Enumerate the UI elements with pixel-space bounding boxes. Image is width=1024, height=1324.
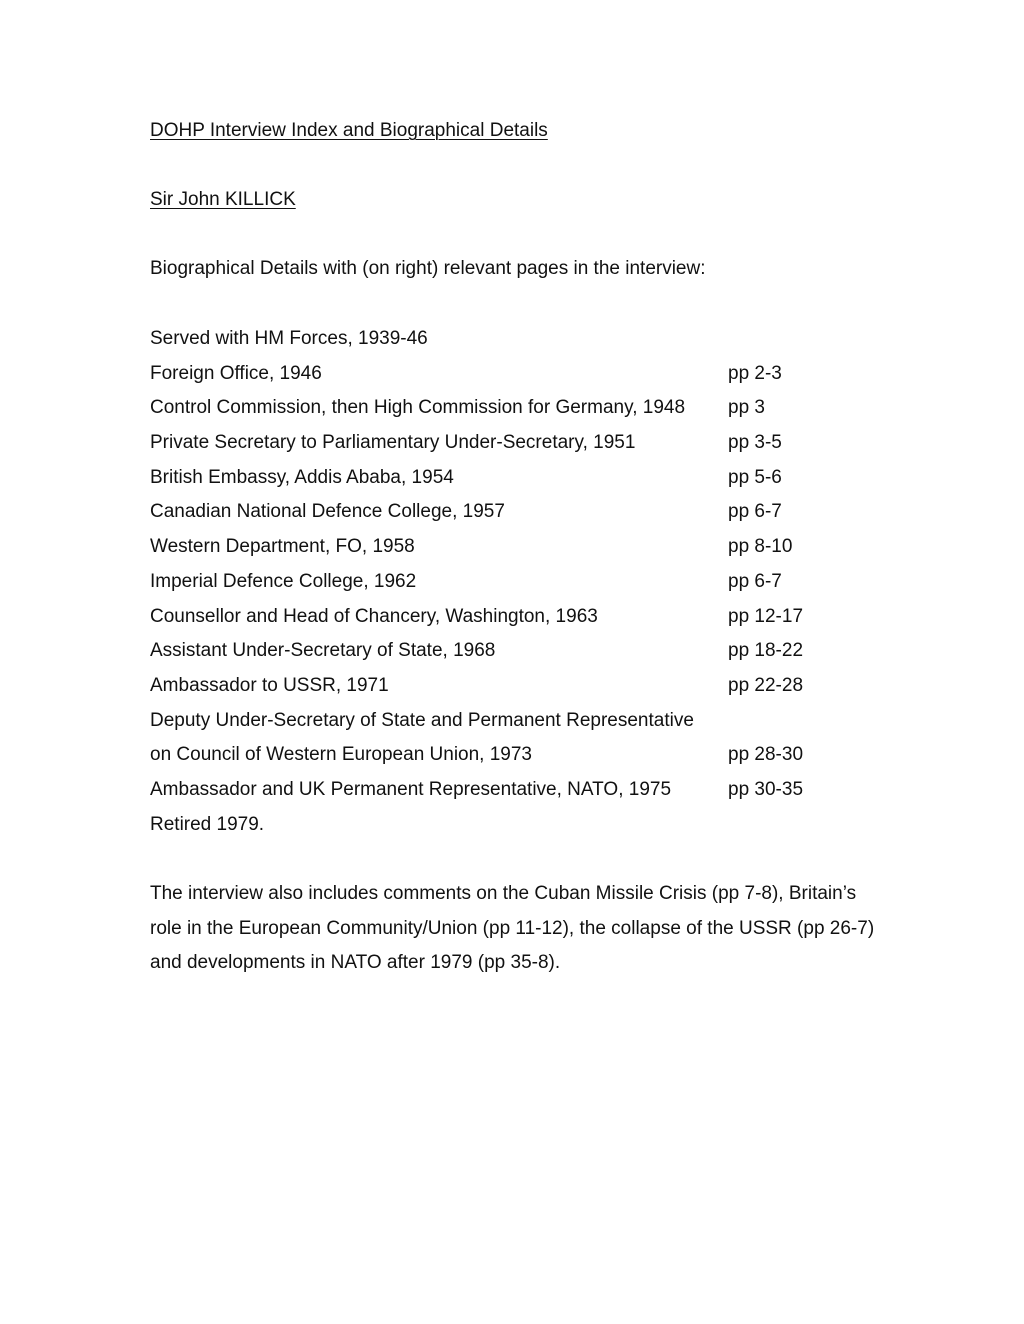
career-list bbox=[150, 327, 910, 847]
career-row bbox=[150, 570, 910, 605]
career-pages: pp 5-6 bbox=[728, 466, 782, 488]
career-pages: pp 8-10 bbox=[728, 536, 793, 558]
notes-line: The interview also includes comments on the Cuban Missile Crisis (pp 7-8), Britain’s bbox=[150, 883, 857, 904]
career-pages: pp 30-35 bbox=[728, 778, 804, 800]
career-pages: pp 3-5 bbox=[728, 432, 782, 454]
notes-line: and developments in NATO after 1979 (pp 35-8). bbox=[150, 952, 561, 974]
career-pages: pp 3 bbox=[728, 397, 765, 419]
career-pages: pp 28-30 bbox=[728, 744, 804, 766]
career-row bbox=[150, 743, 910, 778]
career-row bbox=[150, 778, 910, 813]
interviewee-name: Sir John KILLICK bbox=[150, 189, 296, 210]
career-role: Assistant Under-Secretary of State, 1968 bbox=[150, 640, 496, 662]
career-row bbox=[150, 605, 910, 640]
career-pages: pp 6-7 bbox=[728, 501, 782, 523]
career-role: Ambassador to USSR, 1971 bbox=[150, 674, 389, 696]
career-row bbox=[150, 431, 910, 466]
career-pages: pp 6-7 bbox=[728, 570, 782, 592]
career-role: Counsellor and Head of Chancery, Washington, 1963 bbox=[150, 605, 598, 627]
career-role: Control Commission, then High Commission for Germany, 1948 bbox=[150, 397, 686, 419]
career-row bbox=[150, 500, 910, 535]
career-row bbox=[150, 396, 910, 431]
career-role: Private Secretary to Parliamentary Under-Secretary, 1951 bbox=[150, 432, 636, 454]
career-pages: pp 2-3 bbox=[728, 362, 782, 384]
career-role: Served with HM Forces, 1939-46 bbox=[150, 328, 428, 349]
career-pages: pp 22-28 bbox=[728, 674, 804, 696]
career-role: British Embassy, Addis Ababa, 1954 bbox=[150, 466, 454, 488]
career-pages: pp 12-17 bbox=[728, 605, 804, 627]
intro-text: Biographical Details with (on right) relevant pages in the interview: bbox=[150, 258, 706, 279]
career-row bbox=[150, 813, 910, 848]
career-role: Western Department, FO, 1958 bbox=[150, 536, 415, 558]
career-role: on Council of Western European Union, 1973 bbox=[150, 744, 533, 766]
career-row bbox=[150, 639, 910, 674]
career-role: Deputy Under-Secretary of State and Permanent Representative bbox=[150, 709, 694, 731]
career-row bbox=[150, 709, 910, 744]
career-role: Retired 1979. bbox=[150, 813, 265, 835]
document-title: DOHP Interview Index and Biographical Details bbox=[150, 120, 548, 141]
career-row bbox=[150, 466, 910, 501]
career-row bbox=[150, 327, 910, 362]
career-row bbox=[150, 535, 910, 570]
career-role: Ambassador and UK Permanent Representative, NATO, 1975 bbox=[150, 778, 672, 800]
career-pages: pp 18-22 bbox=[728, 640, 804, 662]
notes-paragraph bbox=[150, 882, 890, 986]
career-role: Foreign Office, 1946 bbox=[150, 362, 322, 384]
career-role: Imperial Defence College, 1962 bbox=[150, 570, 417, 592]
career-row bbox=[150, 362, 910, 397]
notes-line: role in the European Community/Union (pp 11-12), the collapse of the USSR (pp 26-7) bbox=[150, 917, 875, 939]
career-row bbox=[150, 674, 910, 709]
career-role: Canadian National Defence College, 1957 bbox=[150, 501, 505, 523]
